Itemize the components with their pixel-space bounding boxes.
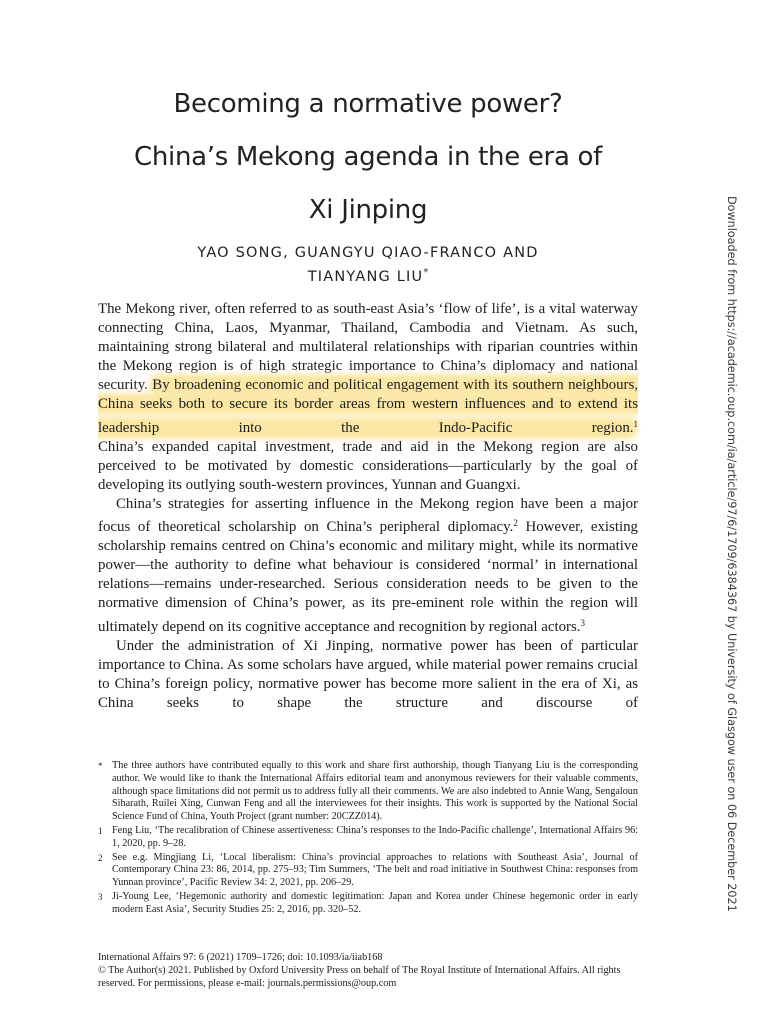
footnote-text: Feng Liu, ‘The recalibration of Chinese assertiveness: China’s responses to the Indo-Pacific challenge’, International Affairs 96: 1, 2020, pp. 9–28. [112, 824, 638, 849]
title-line-3: Xi Jinping [308, 195, 428, 225]
highlighted-passage: By broadening economic and political engagement with its southern neighbours, China seeks both to secure its border areas from western influences and to extend its leadership into the Indo-Pacific region. [98, 377, 639, 436]
footnote-ref-3[interactable]: 3 [580, 617, 586, 628]
footnote-2 [98, 852, 638, 890]
footnotes [98, 760, 638, 918]
paragraph-2 [98, 495, 638, 637]
footnote-ref-2[interactable]: 2 [513, 518, 518, 529]
author-footnote-mark: * [423, 267, 429, 278]
journal-info [98, 952, 658, 990]
title-line-2: China’s Mekong agenda in the era of [133, 142, 602, 172]
paragraph-3: Under the administration of Xi Jinping, normative power has been of particular importance to China. As some scholars have argued, while material power remains crucial to China’s foreign policy, normative power has become more salient in the era of Xi, as China seeks to shape the structure and discourse of [98, 637, 638, 711]
authors-line-1: YAO SONG, GUANGYU QIAO-FRANCO AND [197, 245, 539, 261]
footnote-mark: 1 [98, 825, 103, 836]
footnote-star [98, 760, 638, 824]
download-watermark-text: Downloaded from https://academic.oup.com/ia/article/97/6/1709/6384367 by University of Glasgow user on 06 December 2021 [725, 196, 738, 912]
footnote-mark: 3 [98, 891, 103, 902]
footnote-3 [98, 891, 638, 917]
authors-line-2-text: TIANYANG LIU [307, 268, 424, 285]
paragraph-2-text-b: However, existing scholarship remains centred on China’s economic and military might, while its normative power—the authority to define what behaviour is considered ‘normal’ in international relations—remains under-researched. Serious consideration needs to be given to the normative dimension of China’s power, as its pre-eminent role within the region will ultimately depend on its cognitive acceptance and recognition by regional actors. [98, 519, 638, 635]
author-list [98, 244, 638, 287]
download-watermark [724, 196, 746, 912]
article-body [98, 300, 638, 713]
authors-line-2 [98, 263, 638, 287]
footnote-text: Ji-Young Lee, ‘Hegemonic authority and domestic legitimation: Japan and Korea under Chinese hegemonic order in early modern East Asia’, Security Studies 25: 2, 2016, pp. 320–52. [112, 890, 638, 915]
article-title [98, 78, 638, 237]
copyright-notice: © The Author(s) 2021. Published by Oxford University Press on behalf of The Royal Institute of International Affairs. All rights reserved. For permissions, please e-mail: journals.permissions@oup.com [98, 964, 621, 989]
footnote-mark: * [98, 761, 103, 771]
footnote-1 [98, 825, 638, 851]
footnote-mark: 2 [98, 852, 103, 863]
paragraph-1 [98, 300, 638, 438]
journal-citation: International Affairs 97: 6 (2021) 1709–1726; doi: 10.1093/ia/iiab168 [98, 952, 383, 963]
footnote-ref-1[interactable]: 1 [633, 418, 638, 429]
paragraph-1-continued: China’s expanded capital investment, trade and aid in the Mekong region are also perceived to be motivated by domestic considerations—particularly by the goal of developing its outlying south-western provinces, Yunnan and Guangxi. [98, 438, 638, 493]
title-line-1: Becoming a normative power? [173, 89, 563, 119]
paragraph-2-text-a: China’s strategies for asserting influence in the Mekong region have been a major focus of theoretical scholarship on China’s peripheral diplomacy. [98, 495, 638, 536]
footnote-text: See e.g. Mingjiang Li, ‘Local liberalism: China’s provincial approaches to relations with Southeast Asia’, Journal of Contemporary China 23: 86, 2014, pp. 275–93; Tim Summers, ‘The belt and road initiative in Southwest China: responses from Yunnan province’, Pacific Review 34: 2, 2021, pp. 206–29. [112, 851, 638, 889]
paragraph-1-text-a: The Mekong river, often referred to as south-east Asia’s ‘flow of life’, is a vital waterway connecting China, Laos, Myanmar, Thailand, Cambodia and Vietnam. As such, maintaining strong bilateral and multilateral relationships with riparian countries within the Mekong region is of high strategic importance to China’s diplomacy and national security. [98, 301, 638, 394]
footnote-text: The three authors have contributed equally to this work and share first authorship, though Tianyang Liu is the corresponding author. We would like to thank the International Affairs editorial team and anonymous reviewers for their valuable comments, although space limitations did not permit us to address fully all their comments. We are also indebted to Annie Wang, Sengaloun Siharath, Ruilei Xing, Cunwan Feng and all the interviewees for their insights. This work is supported by the National Social Science Fund of China, Youth Project (grant number: 20CZZ014). [112, 760, 638, 823]
